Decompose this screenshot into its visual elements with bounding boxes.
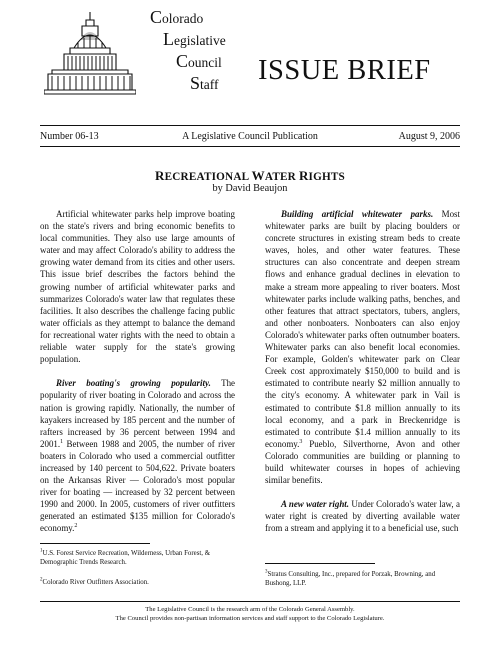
issue-info-bar <box>40 131 460 145</box>
footnote-rule-right <box>265 563 375 564</box>
whitewater-parks-paragraph: Building artificial whitewater parks. Most whitewater parks are built by placing boulders or concrete structures in existing stream beds to create waves, holes, and other water features. These structures can also concentrate and deepen stream flows and enhance gradual declines in elevation to make a stream more appealing to river boaters. Most whitewater parks include walking paths, benches, and other features that attract spectators, tubers, anglers, and other nonboaters. Nonboaters can also enjoy Colorado's whitewater parks often outnumber boaters. Whitewater parks can also benefit local economies. For example, Golden's whitewater park on Clear Creek cost approximately $150,000 to build and is estimated to contribute nearly $2 million annually to the city's economy. A whitewater park in Vail is estimated to contribute $1.8 million annually to its local economy, and a park in Breckenridge is estimated to contribute $1.4 million annually to its economy.$^3$ Pueblo, Silverthorne, Avon and other Colorado communities are building or planning to build whitewater courses in hopes of achieving similar benefits. <box>265 209 460 486</box>
river-boating-paragraph: River boating's growing popularity. The popularity of river boating in Colorado and across the nation is growing rapidly. Nationally, the number of kayakers increased by 185 percent and the number of rafters increased by 36 percent between 1994 and 2001.$^1$ Between 1988 and 2005, the number of river boaters in Colorado who used a commercial outfitter increased by 140 percent to 504,622. Private boaters on the Arkansas River — Colorado's most popular river for boating — increased by 32 percent between 1990 and 2000. In 2005, customers of river outfitters generated an estimated $135 million for Colorado's economy.$^2$ <box>40 378 235 534</box>
organization-name <box>150 7 226 95</box>
issue-date: August 9, 2006 <box>398 131 460 142</box>
org-line-3: Council <box>176 51 222 71</box>
footer-rule <box>40 601 460 602</box>
capitol-dome-logo <box>44 10 136 96</box>
org-line-1: Colorado <box>150 7 204 27</box>
section-heading: River boating's growing popularity. <box>56 378 211 389</box>
footer-line-1: The Legislative Council is the research arm of the Colorado General Assembly. <box>145 606 355 613</box>
intro-paragraph: Artificial whitewater parks help improve boating on the state's rivers and bring economic benefits to local communities. They also use large amounts of water and may affect Colorado's ability to address the growing water demand from its cities and other users. This issue brief describes the factors behind the growing number of artificial whitewater parks and summarizes Colorado's water law that regulates these facilities. It also describes the challenge facing public water officials as they attempt to balance the demand for recreational water rights with the need to obtain a reliable water supply for the state's growing population. <box>40 209 235 365</box>
left-column <box>40 208 235 535</box>
footnote-rule-left <box>40 543 150 544</box>
org-line-2: Legislative <box>163 29 226 49</box>
header-top-rule <box>40 125 460 126</box>
header-bottom-rule <box>40 146 460 147</box>
footnote-1: $^1$U.S. Forest Service Recreation, Wilderness, Urban Forest, & Demographic Trends Research. <box>40 548 211 566</box>
publication-label: A Legislative Council Publication <box>182 131 318 142</box>
article-byline: by David Beaujon <box>212 183 288 194</box>
issue-number: Number 06-13 <box>40 131 99 142</box>
footnote-ref: 2 <box>74 523 78 530</box>
section-heading: A new water right. <box>281 499 350 510</box>
footer-line-2: The Council provides non-partisan information services and staff support to the Colorado Legislature. <box>115 615 385 622</box>
water-right-paragraph: A new water right. Under Colorado's water law, a water right is created by diverting available water from a stream and applying it to a beneficial use, such <box>265 499 461 534</box>
section-heading: Building artificial whitewater parks. <box>281 209 434 219</box>
right-column <box>265 208 460 535</box>
footnote-3: $^3$Stratus Consulting, Inc., prepared for Porzak, Browning, and Bushong, LLP. <box>265 569 436 587</box>
footnote-ref: 3 <box>299 438 303 445</box>
article-title: RECREATIONAL WATER RIGHTS <box>155 168 345 183</box>
footnote-2: $^2$Colorado River Outfitters Association. <box>40 577 149 586</box>
footnote-ref: 1 <box>60 438 64 445</box>
issue-brief-title: ISSUE BRIEF <box>258 55 431 86</box>
org-line-4: Staff <box>190 73 219 93</box>
